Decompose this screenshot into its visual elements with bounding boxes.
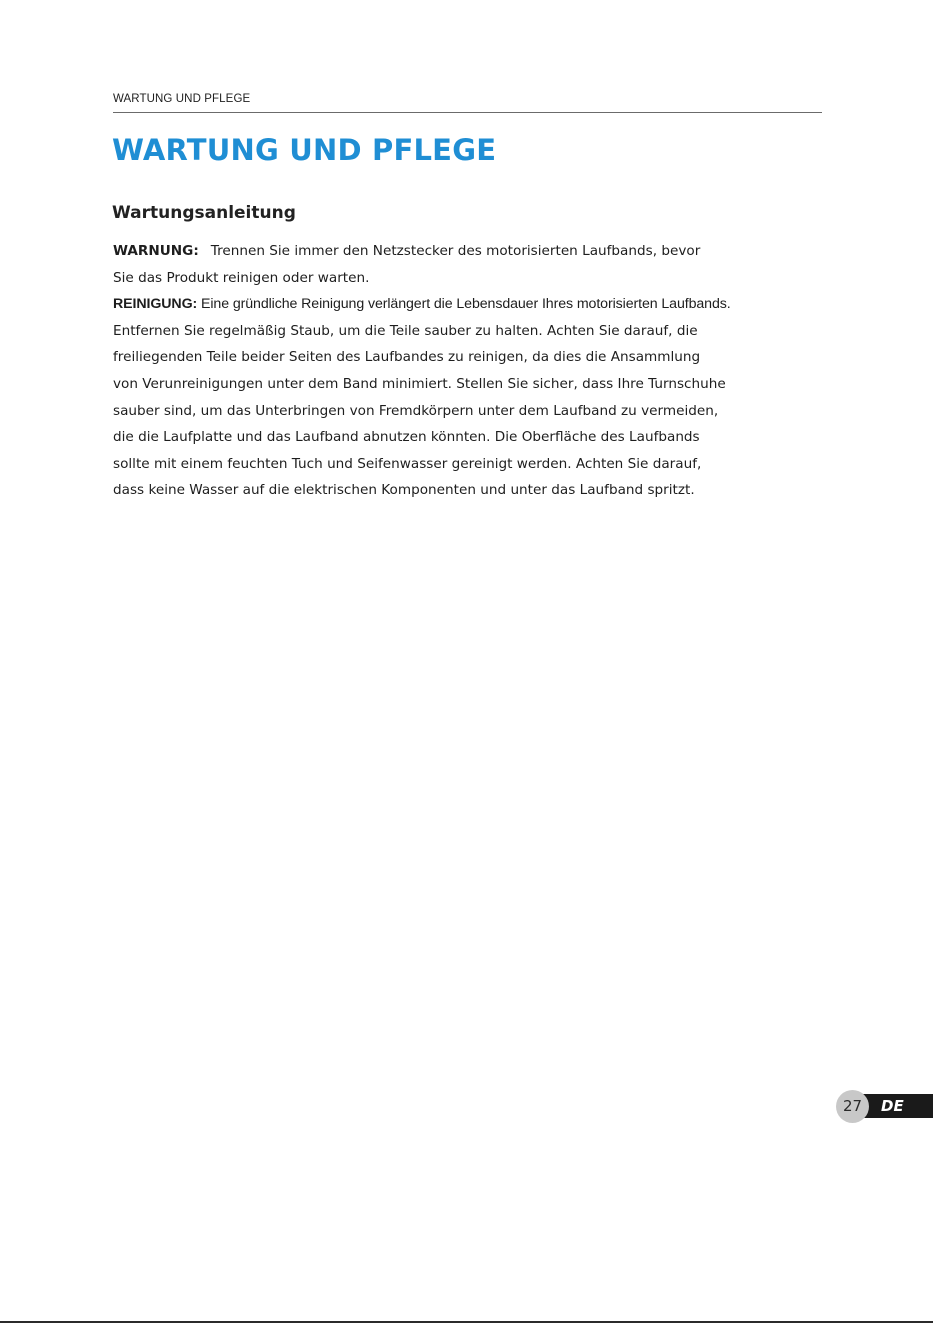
cleaning-line-6: die die Laufplatte und das Laufband abnutzen könnten. Die Oberfläche des Laufbands bbox=[113, 429, 700, 446]
warning-label: WARNUNG: bbox=[113, 243, 199, 259]
cleaning-line-2: Entfernen Sie regelmäßig Staub, um die Teile sauber zu halten. Achten Sie darauf, die bbox=[113, 322, 698, 339]
cleaning-line-3: freiliegenden Teile beider Seiten des Laufbandes zu reinigen, da dies die Ansammlung bbox=[113, 349, 701, 366]
cleaning-label: REINIGUNG: bbox=[113, 296, 198, 313]
cleaning-line-4: von Verunreinigungen unter dem Band minimiert. Stellen Sie sicher, dass Ihre Turnschuhe bbox=[113, 375, 726, 392]
page-title: WARTUNG UND PFLEGE bbox=[112, 133, 497, 167]
body-text bbox=[113, 238, 873, 504]
bottom-rule bbox=[0, 1321, 933, 1323]
cleaning-text-1: Eine gründliche Reinigung verlängert die Lebensdauer Ihres motorisierten Laufbands. bbox=[200, 296, 731, 313]
running-header bbox=[113, 92, 822, 113]
warning-line-2: Sie das Produkt reinigen oder warten. bbox=[113, 269, 370, 286]
cleaning-line-7: sollte mit einem feuchten Tuch und Seifenwasser gereinigt werden. Achten Sie darauf, bbox=[113, 455, 702, 472]
warning-line-1 bbox=[113, 238, 873, 265]
cleaning-line-8: dass keine Wasser auf die elektrischen Komponenten und unter das Laufband spritzt. bbox=[113, 482, 695, 499]
section-heading: Wartungsanleitung bbox=[112, 203, 296, 223]
page-number: 27 bbox=[836, 1090, 869, 1123]
cleaning-line-5: sauber sind, um das Unterbringen von Fremdkörpern unter dem Laufband zu vermeiden, bbox=[113, 402, 719, 419]
running-header-text: WARTUNG UND PFLEGE bbox=[113, 93, 251, 105]
page-badge bbox=[836, 1090, 933, 1123]
warning-text-1: Trennen Sie immer den Netzstecker des motorisierten Laufbands, bevor bbox=[210, 243, 701, 259]
cleaning-line-1 bbox=[113, 291, 873, 318]
language-label: DE bbox=[881, 1097, 904, 1115]
